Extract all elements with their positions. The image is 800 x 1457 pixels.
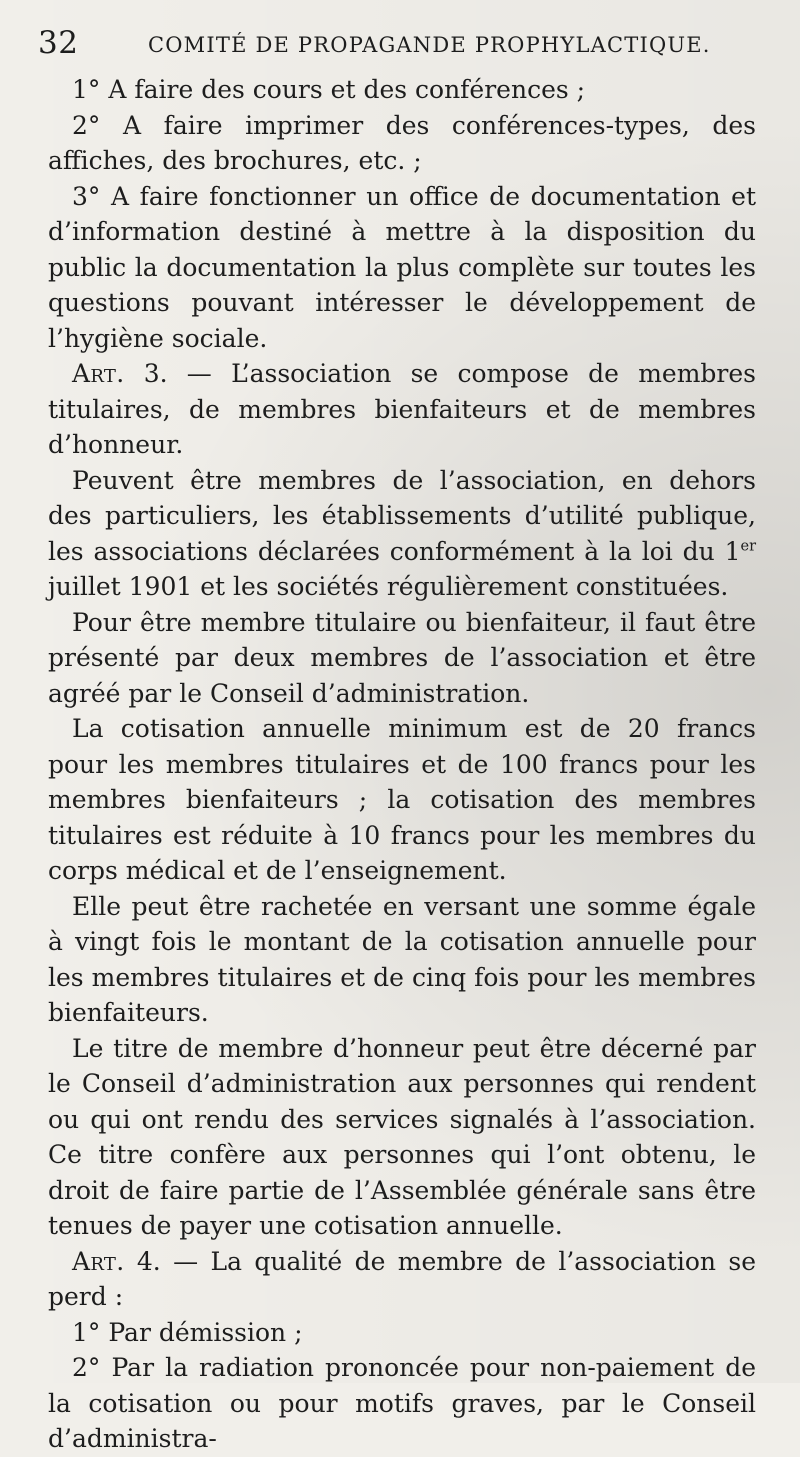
article-3-text: 3. — L’association se compose de membres titulaires, de membres bienfaiteurs et de membres d’honneur. (48, 359, 756, 459)
paragraph-3: 3° A faire fonctionner un office de documentation et d’information destiné à mettre à la disposition du public la documentation la plus complète sur toutes les questions pouvant intéresser le développement de l’hygiène sociale. (48, 181, 756, 353)
running-head: COMITÉ DE PROPAGANDE PROPHYLACTIQUE. (148, 33, 711, 57)
paragraph-5-part-1: Peuvent être membres de l’association, en dehors des particuliers, les établissements d’utilité publique, les associations déclarées conformément à la loi du 1 (48, 465, 756, 566)
paragraph-5 (48, 463, 756, 605)
paragraph-9: Le titre de membre d’honneur peut être décerné par le Conseil d’administration aux personnes qui rendent ou qui ont rendu des services signalés à l’association. Ce titre confère aux personnes qui l’ont obtenu, le droit de faire partie de l’Assemblée générale sans être tenues de payer une cotisation annuelle. (48, 1033, 756, 1240)
paragraph-12: 2° Par la radiation prononcée pour non-paiement de la cotisation ou pour motifs graves, par le Conseil d’administra- (48, 1353, 756, 1453)
page-header (38, 25, 756, 68)
page-number: 32 (38, 25, 79, 61)
paragraph-11: 1° Par démission ; (72, 1317, 303, 1347)
paragraph-10 (48, 1244, 756, 1315)
paragraph-7: La cotisation annuelle minimum est de 20 francs pour les membres titulaires et de 100 francs pour les membres bienfaiteurs ; la cotisation des membres titulaires est réduite à 10 francs pour les membres du corps médical et de l’enseignement. (48, 714, 756, 885)
article-label: Art. (72, 359, 125, 388)
paragraph-2: 2° A faire imprimer des conférences-types, des affiches, des brochures, etc. ; (48, 110, 756, 175)
article-4-text: 4. — La qualité de membre de l’association se perd : (48, 1246, 756, 1311)
paragraph-4 (48, 356, 756, 463)
paragraph-5-part-2: juillet 1901 et les sociétés régulièrement constituées. (48, 572, 729, 601)
paragraph-6: Pour être membre titulaire ou bienfaiteur, il faut être présenté par deux membres de l’association et être agréé par le Conseil d’administration. (48, 607, 756, 708)
paragraph-1: 1° A faire des cours et des conférences ; (72, 75, 586, 104)
article-label: Art. (72, 1246, 125, 1276)
ordinal-superscript: er (740, 538, 756, 555)
document-body (48, 72, 756, 1457)
paragraph-8: Elle peut être rachetée en versant une somme égale à vingt fois le montant de la cotisation annuelle pour les membres titulaires et de cinq fois pour les membres bienfaiteurs. (48, 891, 756, 1027)
